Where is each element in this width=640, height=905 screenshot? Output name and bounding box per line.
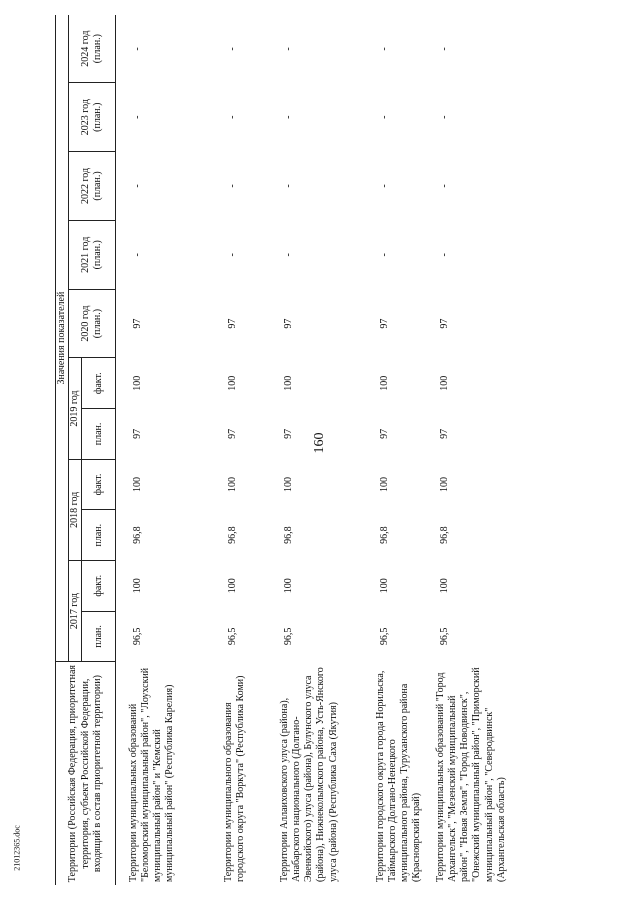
value-2017-fact: 100 bbox=[438, 578, 450, 594]
value-2017-plan: 96,5 bbox=[226, 627, 238, 646]
value-2017-fact: 100 bbox=[282, 578, 294, 594]
year-2018-header: 2018 год bbox=[69, 459, 82, 560]
indicators-header: Значения показателей bbox=[56, 15, 69, 662]
value-2022: - bbox=[438, 184, 450, 188]
territory-cell: Территории Аллаиховского улуса (района), Анабарского национального (Долгано-Эвенкийского) улуса (района), Булунского улуса (района), Нижнеколымского района, Усть-Янского улуса (района) (Республика Саха (Якутия) bbox=[278, 667, 339, 882]
value-2017-plan: 96,5 bbox=[378, 627, 390, 646]
value-2021: - bbox=[282, 253, 294, 257]
territory-column-header: Территории (Российская Федерация, приоритетная территория, субъект Российской Федерации, входящий в состав приоритетной территории) bbox=[56, 662, 116, 885]
value-2024: - bbox=[378, 47, 390, 51]
value-2017-plan: 96,5 bbox=[438, 627, 450, 646]
value-2020: 97 bbox=[438, 318, 450, 329]
value-2021: - bbox=[378, 253, 390, 257]
value-2018-plan: 96,8 bbox=[226, 526, 238, 544]
value-2020: 97 bbox=[131, 318, 143, 329]
table-row bbox=[375, 15, 435, 885]
value-2018-plan: 96,8 bbox=[282, 526, 294, 544]
value-2020: 97 bbox=[282, 318, 294, 329]
plan-subheader: план. bbox=[82, 409, 116, 460]
value-2024: - bbox=[226, 47, 238, 51]
value-2022: - bbox=[226, 184, 238, 188]
value-2019-fact: 100 bbox=[131, 375, 143, 391]
value-2017-plan: 96,5 bbox=[282, 627, 294, 646]
indicators-table bbox=[55, 15, 535, 885]
year-2023-header: 2023 год (план.) bbox=[69, 83, 116, 152]
value-2019-plan: 97 bbox=[282, 428, 294, 439]
value-2022: - bbox=[282, 184, 294, 188]
year-2017-header: 2017 год bbox=[69, 560, 82, 661]
plan-subheader: план. bbox=[82, 611, 116, 662]
year-2022-header: 2022 год (план.) bbox=[69, 152, 116, 221]
value-2019-plan: 97 bbox=[438, 428, 450, 439]
value-2018-plan: 96,8 bbox=[438, 526, 450, 544]
value-2019-fact: 100 bbox=[226, 375, 238, 391]
year-2020-header: 2020 год (план.) bbox=[69, 289, 116, 358]
territory-cell: Территории городского округа города Норильска, Таймырского Долгано-Ненецкого муниципального района, Туруханского района (Красноярский край) bbox=[374, 670, 423, 882]
table-row bbox=[223, 15, 279, 885]
value-2024: - bbox=[282, 47, 294, 51]
value-2023: - bbox=[282, 115, 294, 119]
value-2017-plan: 96,5 bbox=[131, 627, 143, 646]
territory-cell: Территории муниципального образования городского округа "Воркута" (Республика Коми) bbox=[222, 675, 247, 882]
year-2021-header: 2021 год (план.) bbox=[69, 220, 116, 289]
value-2017-fact: 100 bbox=[378, 578, 390, 594]
value-2018-fact: 100 bbox=[378, 477, 390, 493]
value-2019-plan: 97 bbox=[378, 428, 390, 439]
value-2023: - bbox=[131, 115, 143, 119]
page-number: 160 bbox=[312, 432, 327, 454]
value-2022: - bbox=[378, 184, 390, 188]
table-header bbox=[56, 15, 116, 885]
value-2021: - bbox=[226, 253, 238, 257]
value-2021: - bbox=[131, 253, 143, 257]
value-2019-plan: 97 bbox=[131, 428, 143, 439]
plan-subheader: план. bbox=[82, 510, 116, 561]
value-2018-fact: 100 bbox=[282, 477, 294, 493]
value-2019-plan: 97 bbox=[226, 428, 238, 439]
value-2019-fact: 100 bbox=[438, 375, 450, 391]
value-2018-fact: 100 bbox=[438, 477, 450, 493]
value-2019-fact: 100 bbox=[282, 375, 294, 391]
rotated-page-content bbox=[55, 15, 530, 885]
value-2017-fact: 100 bbox=[226, 578, 238, 594]
value-2023: - bbox=[438, 115, 450, 119]
table-row bbox=[435, 15, 535, 885]
footer-file-code: 21012365.doc bbox=[12, 825, 22, 871]
fact-subheader: факт. bbox=[82, 560, 116, 611]
value-2021: - bbox=[438, 253, 450, 257]
territory-cell: Территории муниципальных образований "Город Архангельск", "Мезенский муниципальный район", "Новая Земля", "Город Новодвинск", "Онежский муниципальный район", "Приморский муниципальный район", "Северодвинск" (Архангельская область) bbox=[434, 667, 507, 882]
value-2018-plan: 96,8 bbox=[131, 526, 143, 544]
value-2018-fact: 100 bbox=[226, 477, 238, 493]
value-2024: - bbox=[438, 47, 450, 51]
value-2023: - bbox=[226, 115, 238, 119]
value-2020: 97 bbox=[378, 318, 390, 329]
value-2023: - bbox=[378, 115, 390, 119]
value-2019-fact: 100 bbox=[378, 375, 390, 391]
fact-subheader: факт. bbox=[82, 459, 116, 510]
value-2018-fact: 100 bbox=[131, 477, 143, 493]
fact-subheader: факт. bbox=[82, 358, 116, 409]
table-body bbox=[116, 15, 535, 885]
value-2018-plan: 96,8 bbox=[378, 526, 390, 544]
year-2019-header: 2019 год bbox=[69, 358, 82, 459]
value-2020: 97 bbox=[226, 318, 238, 329]
value-2017-fact: 100 bbox=[131, 578, 143, 594]
value-2022: - bbox=[131, 184, 143, 188]
table-row bbox=[279, 15, 375, 885]
year-2024-header: 2024 год (план.) bbox=[69, 15, 116, 83]
value-2024: - bbox=[131, 47, 143, 51]
table-row bbox=[128, 15, 223, 885]
territory-cell: Территории муниципальных образований "Беломорский муниципальный район", "Лоухский муниципальный район" и "Кемский муниципальный район" (Республика Карелия) bbox=[127, 667, 176, 882]
